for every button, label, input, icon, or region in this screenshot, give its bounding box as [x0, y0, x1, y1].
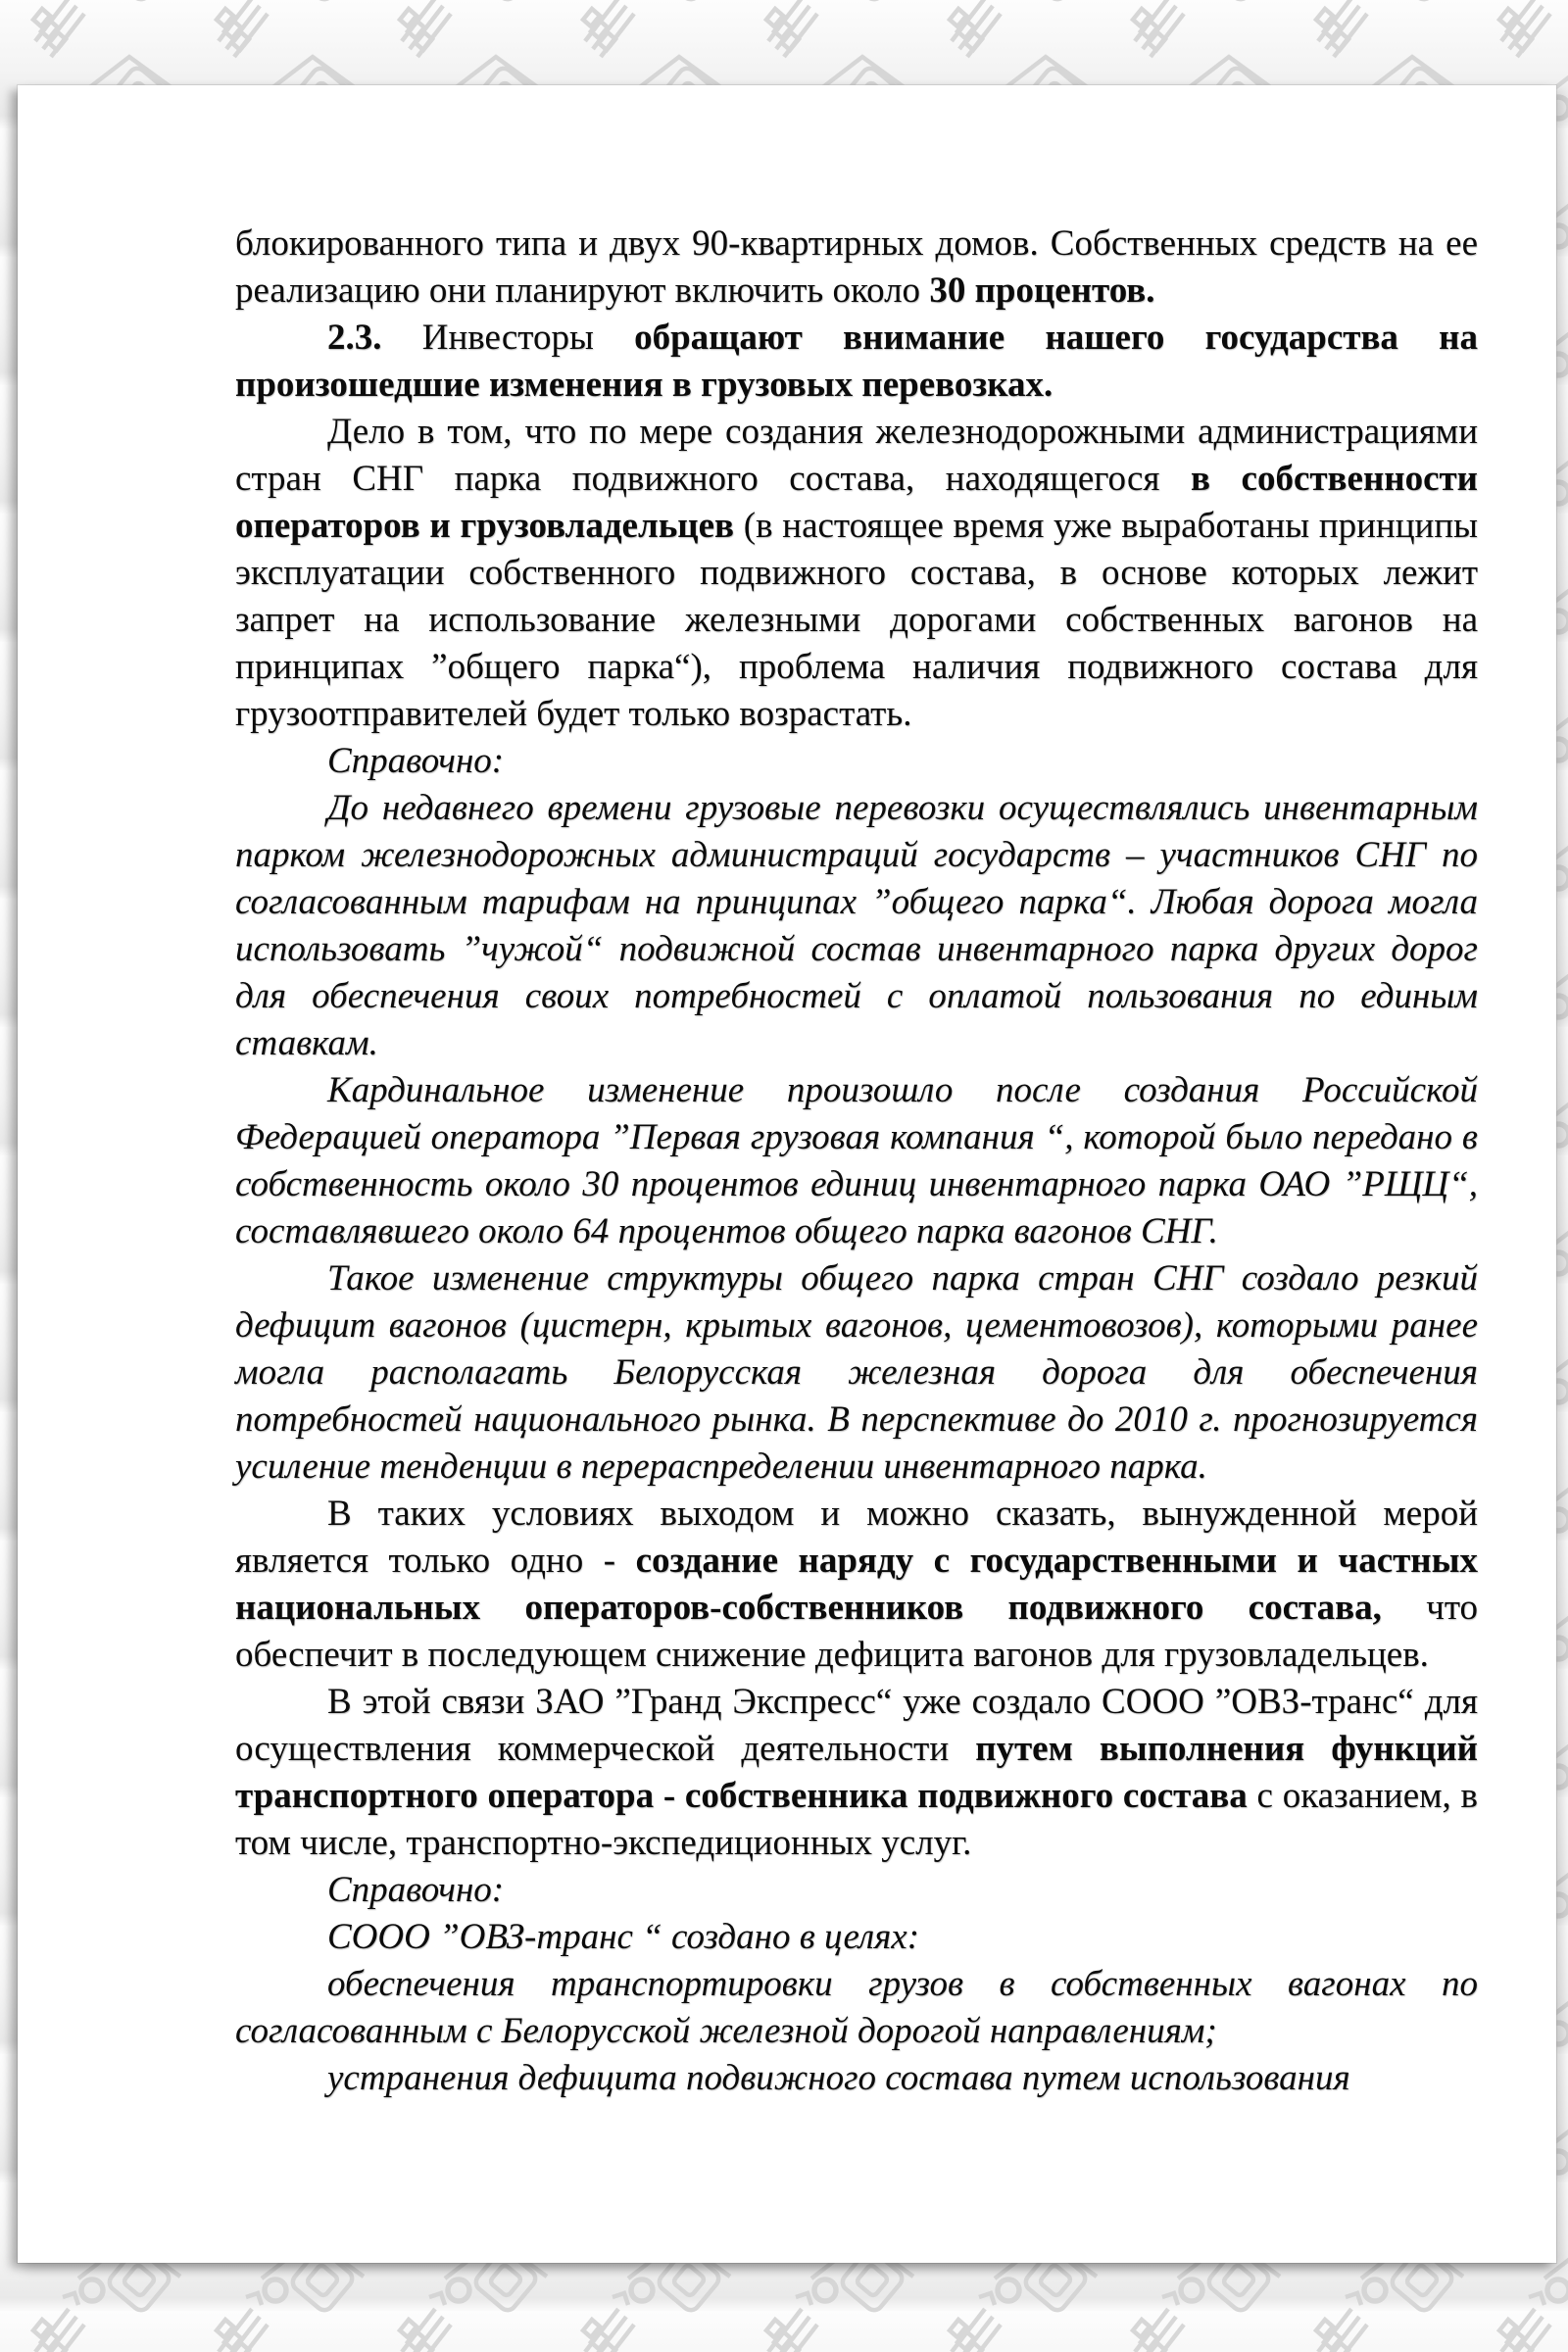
document-text [235, 220, 1478, 2102]
text-run: блокированного типа и двух 90-квартирных домов. Собственных средств на ее реализацию они планируют включить около [235, 223, 1478, 311]
text-run: Такое изменение структуры общего парка стран СНГ создало резкий дефицит вагонов (цистерн, крытых вагонов, цементовозов), которыми ранее могла располагать Белорусская железная дорога для обеспечения потребностей национального рынка. В перспективе до 2010 г. прогнозируется усиление тенденции в перераспределении инвентарного парка. [235, 1258, 1478, 1487]
text-run: обеспечения транспортировки грузов в собственных вагонах по согласованным с Белорусской железной дорогой направлениям; [235, 1964, 1478, 2051]
paragraph [235, 1679, 1478, 1867]
text-run: Справочно: [327, 741, 505, 781]
text-run: До недавнего времени грузовые перевозки осуществлялись инвентарным парком железнодорожных администраций государств – участников СНГ по согласованным тарифам на принципах ”общего парка“. Любая дорога могла использовать ”чужой“ подвижной состав инвентарного парка других дорог для обеспечения своих потребностей с оплатой пользования по единым ставкам. [235, 788, 1478, 1063]
text-run: (в настоящее время уже выработаны принципы эксплуатации собственного подвижного состава, в основе которых лежит запрет на использование железными дорогами собственных вагонов на принципах ”общего парка“), проблема наличия подвижного состава для грузоотправителей будет только возрастать. [235, 506, 1478, 734]
text-run: СООО ”ОВЗ-транс “ создано в целях: [327, 1917, 920, 1957]
text-run: 2.3. [327, 318, 382, 358]
text-run: создание наряду с государственными и частных национальных операторов-собственников подвижного состава, [235, 1541, 1478, 1628]
text-run: обращают внимание нашего государства на произошедшие изменения в грузовых перевозках. [235, 318, 1478, 405]
text-run: что обеспечит в последующем снижение дефицита вагонов для грузовладельцев. [235, 1588, 1479, 1675]
paragraph [235, 738, 1478, 785]
text-run: Справочно: [327, 1870, 505, 1910]
paragraph [235, 409, 1478, 738]
text-run: 30 процентов. [929, 270, 1155, 311]
paragraph [235, 1961, 1478, 2055]
text-run: В этой связи ЗАО ”Гранд Экспресс“ уже создало СООО ”ОВЗ-транс“ для осуществления коммерческой деятельности [235, 1682, 1478, 1769]
paragraph [235, 2055, 1478, 2102]
text-run: Дело в том, что по мере создания железнодорожными администрациями стран СНГ парка подвижного состава, находящегося [235, 412, 1478, 499]
text-run: Инвесторы [381, 318, 635, 358]
paragraph [235, 220, 1478, 315]
paragraph [235, 1914, 1478, 1961]
paragraph [235, 1067, 1478, 1255]
text-run: В таких условиях выходом и можно сказать, вынужденной мерой является только одно - [235, 1494, 1478, 1581]
text-run: путем выполнения функций транспортного оператора - собственника подвижного состава [235, 1729, 1478, 1816]
text-run: с оказанием, в том числе, транспортно-экспедиционных услуг. [235, 1776, 1478, 1863]
text-run: в собственности операторов и грузовладельцев [235, 459, 1478, 546]
paragraph [235, 785, 1478, 1067]
text-run: устранения дефицита подвижного состава путем использования [327, 2058, 1350, 2098]
document-page [18, 85, 1556, 2263]
paragraph [235, 1491, 1478, 1679]
paragraph [235, 1255, 1478, 1491]
paragraph [235, 315, 1478, 409]
paragraph [235, 1867, 1478, 1914]
text-run: Кардинальное изменение произошло после создания Российской Федерацией оператора ”Первая грузовая компания “, которой было передано в собственность около 30 процентов единиц инвентарного парка ОАО ”РЩЦ“, составлявшего около 64 процентов общего парка вагонов СНГ. [235, 1070, 1478, 1251]
